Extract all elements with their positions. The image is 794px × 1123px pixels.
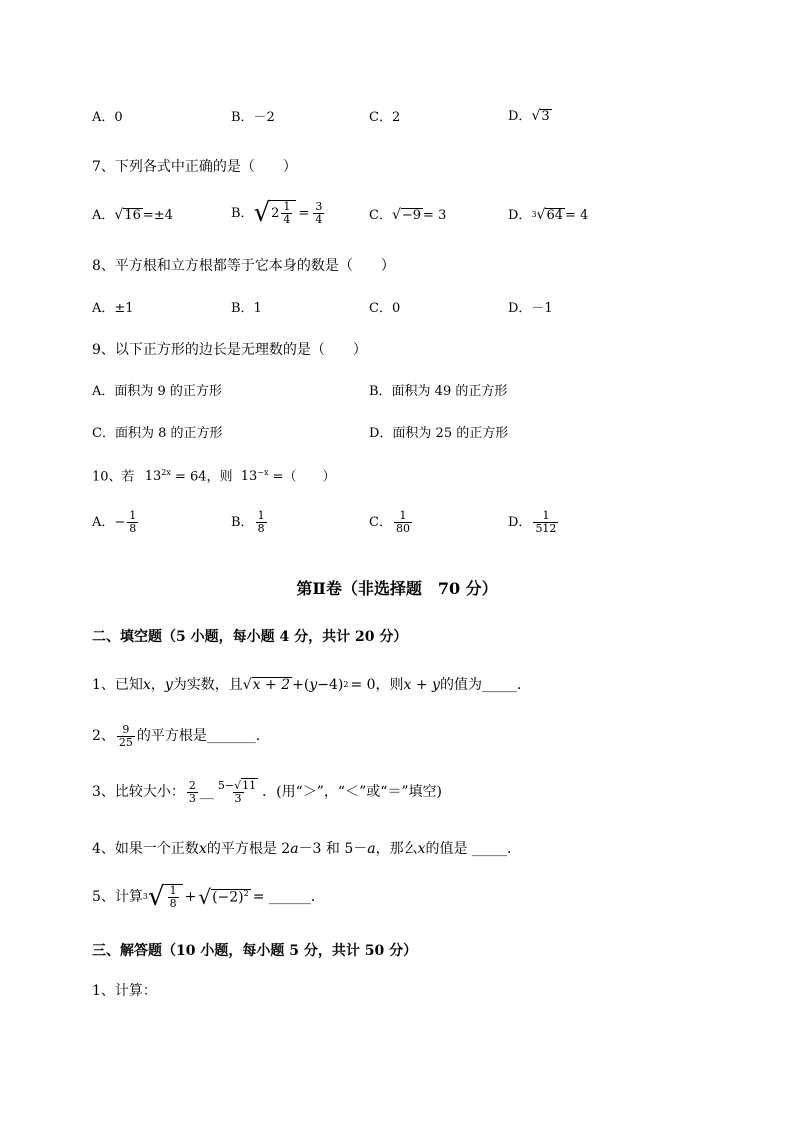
q8-option-c: C．0 <box>369 301 401 316</box>
q7-option-d: D． 3 √ 64 = 4 <box>508 207 589 223</box>
fill-question-5: 5、计算 3 √ $\frac{1}{8}$ + √ $(-2)^2$ = ______． <box>92 882 325 912</box>
q6-option-a: A．0 <box>92 110 123 125</box>
q6-option-d: D． √ 3 <box>508 108 550 124</box>
solve-question-1: 1、计算： <box>92 983 157 999</box>
q9-option-a: A．面积为 9 的正方形 <box>92 384 222 399</box>
section-2-heading: 二、填空题（5 小题，每小题 4 分，共计 20 分） <box>92 629 408 645</box>
question-9-stem: 9、以下正方形的边长是无理数的是（ ） <box>92 342 367 358</box>
q10-option-c: C． $\frac{1}{80}$ <box>369 509 410 535</box>
q9-option-c: C．面积为 8 的正方形 <box>92 426 223 441</box>
fill-question-1: 1、已知 x ， y 为实数，且 √ x + 2 +( y −4) 2 = 0，则 x + y 的值为_____． <box>92 676 531 693</box>
q8-option-a: A．±1 <box>92 301 134 316</box>
fill-question-2: 2、 $\frac{9}{25}$ 的平方根是_______． <box>92 723 270 749</box>
q10-option-d: D． $\frac{1}{512}$ <box>508 509 557 535</box>
question-8-stem: 8、平方根和立方根都等于它本身的数是（ ） <box>92 258 395 274</box>
q8-option-d: D．－1 <box>508 301 553 316</box>
q6-option-b: B．－2 <box>231 110 275 125</box>
section-3-heading: 三、解答题（10 小题，每小题 5 分，共计 50 分） <box>92 943 418 959</box>
question-7-stem: 7、下列各式中正确的是（ ） <box>92 159 297 175</box>
q7-option-c: C． √ −9 = 3 <box>369 207 447 223</box>
fill-question-3: 3、比较大小： $\frac{2}{3}$ __ $\frac{5-√11}{3}$ ．(用“＞”，“＜”或“＝”填空) <box>92 779 443 805</box>
q7-option-b: B． √ 2 $\frac{1}{4}$ = $\frac{3}{4}$ <box>231 198 323 228</box>
q9-option-d: D．面积为 25 的正方形 <box>369 426 509 441</box>
question-10-stem: 10、若 $13^{2x} = 64$，则 $13^{-x}$ =（ ） <box>92 468 336 485</box>
q10-option-a: A． − $\frac{1}{8}$ <box>92 509 137 535</box>
part-2-title: 第Ⅱ卷（非选择题 70 分） <box>296 579 498 598</box>
q10-option-b: B． $\frac{1}{8}$ <box>231 509 265 535</box>
q7-option-a: A． √ 16 =±4 <box>92 207 173 223</box>
fill-question-4: 4、如果一个正数x的平方根是 2a－3 和 5－a，那么x的值是 _____． <box>92 841 521 857</box>
q9-option-b: B．面积为 49 的正方形 <box>369 384 508 399</box>
q6-option-c: C．2 <box>369 110 401 125</box>
q8-option-b: B．1 <box>231 301 262 316</box>
